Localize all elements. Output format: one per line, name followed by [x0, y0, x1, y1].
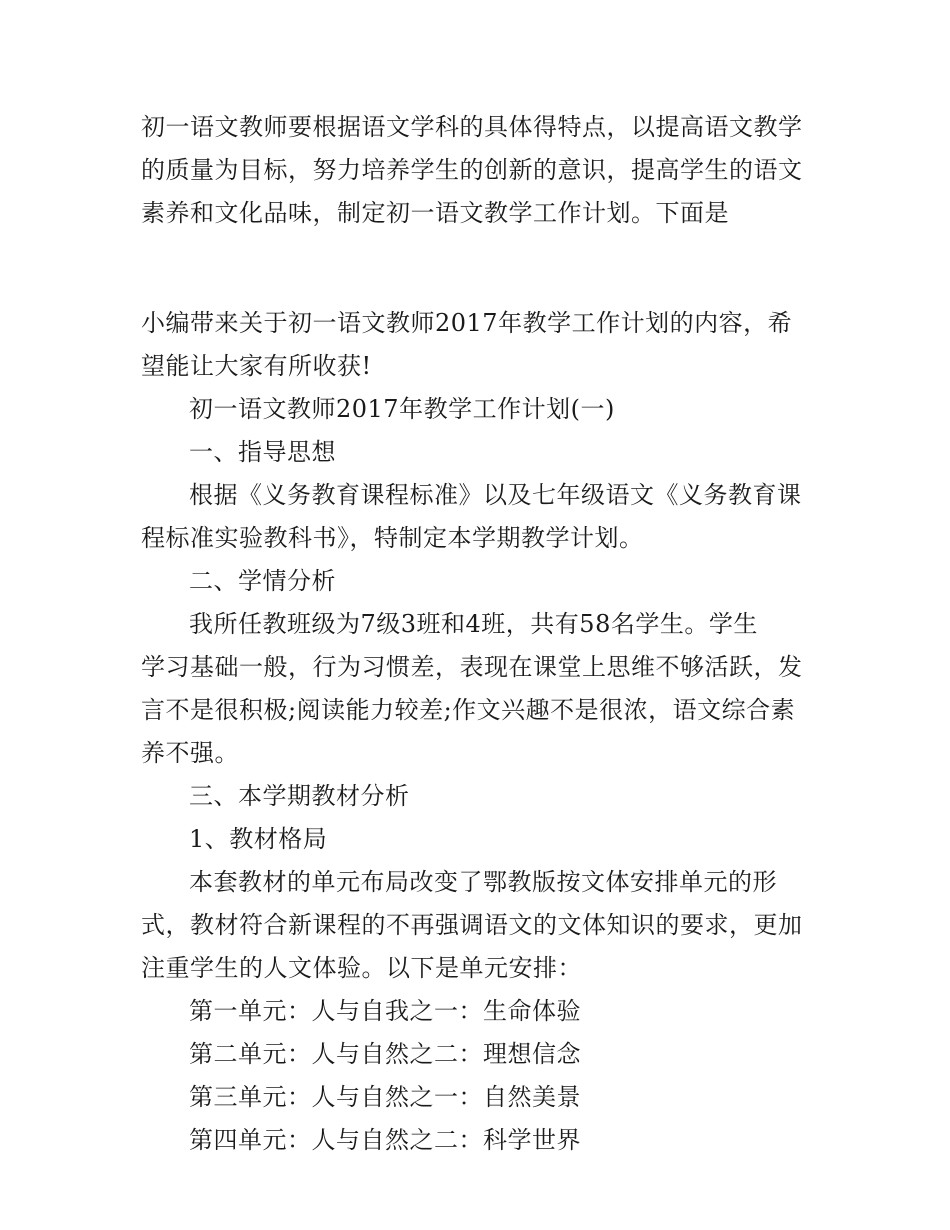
unit-item-4: 第四单元：人与自然之二：科学世界 — [189, 1126, 581, 1154]
section2-line-1: 我所任教班级为7级3班和4班，共有58名学生。学生 — [189, 610, 758, 638]
section-heading-textbook-analysis: 三、本学期教材分析 — [189, 782, 410, 810]
section2-line-2: 学习基础一般，行为习惯差，表现在课堂上思维不够活跃，发 — [141, 653, 803, 681]
paragraph-gap — [141, 235, 813, 302]
section2-line-4: 养不强。 — [141, 739, 239, 767]
intro-line-3: 素养和文化品味，制定初一语文教学工作计划。下面是 — [141, 199, 729, 227]
unit-item-2: 第二单元：人与自然之二：理想信念 — [189, 1040, 581, 1068]
plan-title: 初一语文教师2017年教学工作计划(一) — [189, 395, 615, 423]
unit-item-3: 第三单元：人与自然之一：自然美景 — [189, 1083, 581, 1111]
intro-line-2: 的质量为目标，努力培养学生的创新的意识，提高学生的语文 — [141, 156, 803, 184]
subsection1-line-1: 本套教材的单元布局改变了鄂教版按文体安排单元的形 — [189, 868, 777, 896]
section1-line-1: 根据《义务教育课程标准》以及七年级语文《义务教育课 — [189, 481, 802, 509]
subsection1-line-2: 式，教材符合新课程的不再强调语文的文体知识的要求，更加 — [141, 911, 803, 939]
section-heading-guiding-ideology: 一、指导思想 — [189, 438, 336, 466]
section-heading-student-analysis: 二、学情分析 — [189, 567, 336, 595]
subsection-heading-textbook-layout: 1、教材格局 — [189, 825, 328, 853]
intro2-line-1: 小编带来关于初一语文教师2017年教学工作计划的内容，希 — [141, 309, 793, 337]
subsection1-line-3: 注重学生的人文体验。以下是单元安排： — [141, 954, 582, 982]
intro2-line-2: 望能让大家有所收获! — [141, 352, 372, 380]
document-page — [141, 106, 813, 1162]
section1-line-2: 程标准实验教科书》，特制定本学期教学计划。 — [141, 524, 644, 552]
section2-line-3: 言不是很积极;阅读能力较差;作文兴趣不是很浓，语文综合素 — [141, 696, 796, 724]
unit-item-1: 第一单元：人与自我之一：生命体验 — [189, 997, 581, 1025]
intro-line-1: 初一语文教师要根据语文学科的具体得特点，以提高语文教学 — [141, 113, 803, 141]
